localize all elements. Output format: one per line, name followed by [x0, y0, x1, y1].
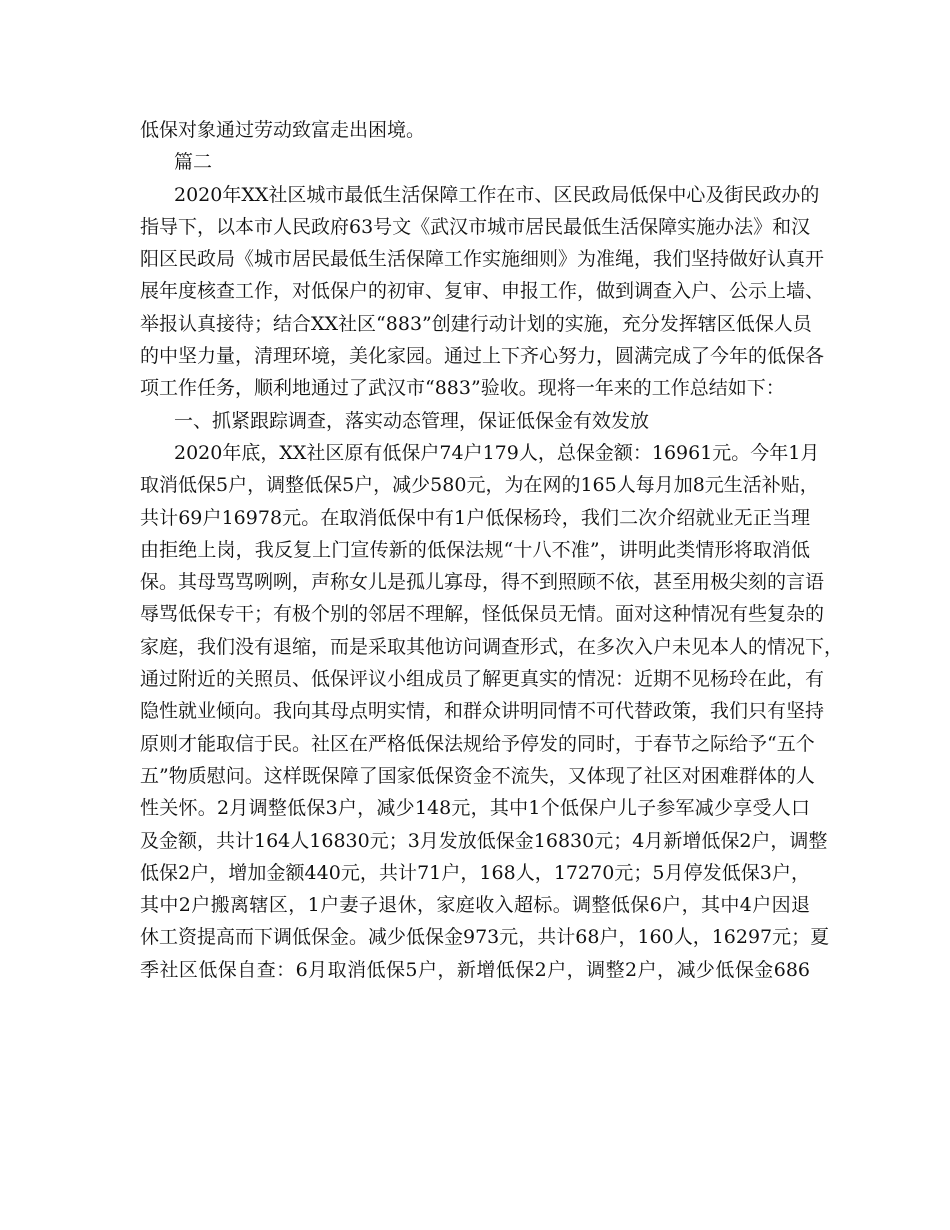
paragraph-line: 阳区民政局《城市居民最低生活保障工作实施细则》为准绳，我们坚持做好认真开 — [140, 248, 825, 271]
paragraph-line: 及金额，共计164人16830元；3月发放低保金16830元；4月新增低保2户，调整 — [140, 829, 828, 852]
paragraph-line: 性关怀。2月调整低保3户，减少148元，其中1个低保户儿子参军减少享受人口 — [140, 797, 810, 820]
paragraph-line: 原则才能取信于民。社区在严格低保法规给予停发的同时，于春节之际给予“五个 — [140, 732, 815, 755]
section-heading: 篇二 — [174, 151, 213, 174]
paragraph-line: 低保对象通过劳动致富走出困境。 — [140, 119, 426, 141]
document-body — [140, 114, 844, 986]
paragraph-line: 通过附近的关照员、低保评议小组成员了解更真实的情况：近期不见杨玲在此，有 — [140, 668, 825, 691]
paragraph-line: 季社区低保自查：6月取消低保5户，新增低保2户，调整2户，减少低保金686 — [140, 958, 810, 981]
paragraph-line: 2020年XX社区城市最低生活保障工作在市、区民政局低保中心及街民政办的 — [174, 183, 820, 206]
paragraph-line: 其中2户搬离辖区，1户妻子退休，家庭收入超标。调整低保6户，其中4户因退 — [140, 894, 810, 917]
paragraph-line: 指导下，以本市人民政府63号文《武汉市城市居民最低生活保障实施办法》和汉 — [140, 215, 811, 238]
paragraph-line: 共计69户16978元。在取消低保中有1户低保杨玲，我们二次介绍就业无正当理 — [140, 506, 810, 529]
paragraph-line: 辱骂低保专干；有极个别的邻居不理解，怪低保员无情。面对这种情况有些复杂的 — [140, 603, 825, 626]
paragraph-line: 取消低保5户，调整低保5户，减少580元，为在网的165人每月加8元生活补贴， — [140, 474, 819, 497]
paragraph-line: 的中坚力量，清理环境，美化家园。通过上下齐心努力，圆满完成了今年的低保各 — [140, 345, 825, 368]
paragraph-line: 低保2户，增加金额440元，共计71户，168人，17270元；5月停发低保3户， — [140, 861, 810, 884]
paragraph-line: 休工资提高而下调低保金。减少低保金973元，共计68户，160人，16297元；夏 — [140, 926, 830, 949]
paragraph-line: 项工作任务，顺利地通过了武汉市“883”验收。现将一年来的工作总结如下： — [140, 377, 785, 400]
paragraph-line: 家庭，我们没有退缩，而是采取其他访问调查形式，在多次入户未见本人的情况下， — [140, 635, 844, 658]
paragraph-line: 保。其母骂骂咧咧，声称女儿是孤儿寡母，得不到照顾不依，甚至用极尖刻的言语 — [140, 571, 825, 594]
paragraph-line: 举报认真接待；结合XX社区“883”创建行动计划的实施，充分发挥辖区低保人员 — [140, 312, 812, 335]
paragraph-line: 隐性就业倾向。我向其母点明实情，和群众讲明同情不可代替政策，我们只有坚持 — [140, 700, 825, 723]
section-heading: 一、抓紧跟踪调查，落实动态管理，保证低保金有效发放 — [174, 409, 650, 432]
paragraph-line: 由拒绝上岗，我反复上门宣传新的低保法规“十八不准”，讲明此类情形将取消低 — [140, 538, 810, 561]
paragraph-line: 展年度核查工作，对低保户的初审、复审、申报工作，做到调查入户、公示上墙、 — [140, 280, 825, 303]
paragraph-line: 2020年底，XX社区原有低保户74户179人，总保金额：16961元。今年1月 — [174, 441, 820, 464]
paragraph-line: 五”物质慰问。这样既保障了国家低保资金不流失，又体现了社区对困难群体的人 — [140, 764, 815, 787]
